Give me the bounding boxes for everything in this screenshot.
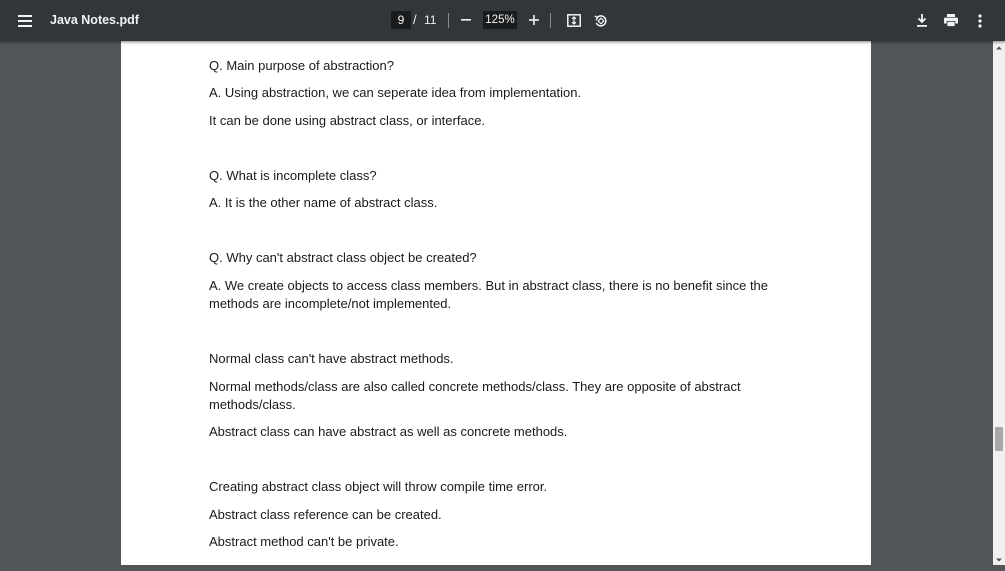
- menu-icon[interactable]: [13, 9, 37, 33]
- vertical-scrollbar[interactable]: [993, 41, 1005, 565]
- question-object-creation: Q. Why can't abstract class object be created?: [209, 250, 477, 265]
- toolbar-divider: [448, 13, 449, 28]
- document-title: Java Notes.pdf: [50, 13, 139, 27]
- concrete-methods-note: Normal methods/class are also called concrete methods/class. They are opposite of abstract methods/class.: [209, 379, 741, 412]
- abstract-class-methods-note: Abstract class can have abstract as well as concrete methods.: [209, 424, 568, 439]
- more-vert-icon[interactable]: [970, 10, 990, 31]
- pdf-viewer[interactable]: [0, 41, 993, 565]
- print-icon[interactable]: [940, 10, 961, 31]
- page-number-input[interactable]: 9: [391, 11, 411, 29]
- zoom-input[interactable]: 125%: [483, 11, 517, 29]
- reference-note: Abstract class reference can be created.: [209, 507, 442, 522]
- download-icon[interactable]: [911, 10, 932, 31]
- pdf-page: [121, 41, 871, 565]
- minus-icon[interactable]: [456, 10, 476, 30]
- scroll-thumb[interactable]: [995, 427, 1003, 451]
- compile-error-note: Creating abstract class object will throw compile time error.: [209, 479, 548, 494]
- page-separator: /: [413, 12, 417, 27]
- answer-abstraction-purpose: A. Using abstraction, we can seperate idea from implementation.: [209, 85, 582, 100]
- question-abstraction-purpose: Q. Main purpose of abstraction?: [209, 58, 394, 73]
- fit-page-icon[interactable]: [563, 10, 584, 31]
- normal-class-note: Normal class can't have abstract methods.: [209, 351, 454, 366]
- private-method-note: Abstract method can't be private.: [209, 534, 399, 549]
- question-incomplete-class: Q. What is incomplete class?: [209, 168, 377, 183]
- answer-object-creation: A. We create objects to access class members. But in abstract class, there is no benefit since the methods are incomplete/not implemented.: [209, 278, 769, 311]
- answer-incomplete-class: A. It is the other name of abstract class.: [209, 195, 438, 210]
- pdf-toolbar: [0, 0, 1005, 41]
- page-total: 11: [424, 13, 437, 27]
- rotate-icon[interactable]: [590, 10, 611, 31]
- toolbar-divider: [550, 13, 551, 28]
- scroll-up-arrow-icon[interactable]: [993, 41, 1005, 53]
- scroll-down-arrow-icon[interactable]: [993, 553, 1005, 565]
- abstraction-note: It can be done using abstract class, or interface.: [209, 113, 486, 128]
- plus-icon[interactable]: [524, 10, 544, 30]
